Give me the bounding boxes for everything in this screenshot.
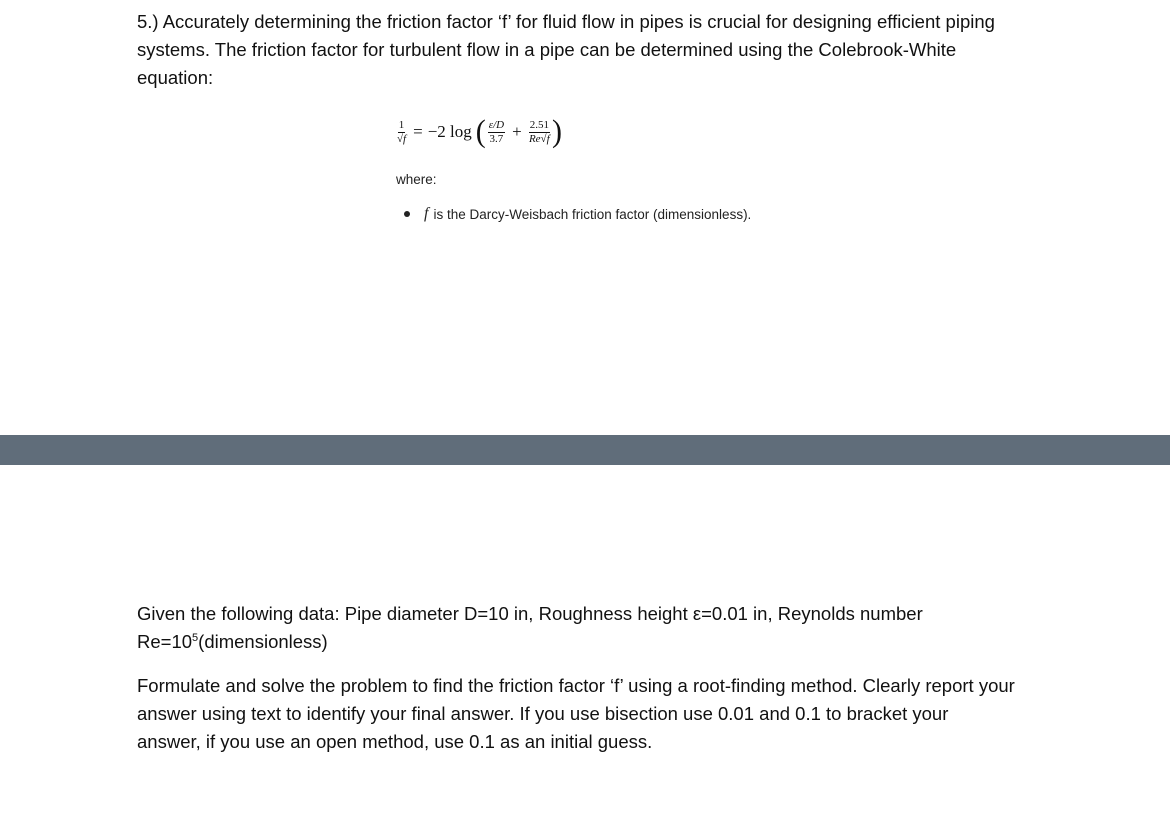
problem-statement: 5.) Accurately determining the friction factor ‘f’ for fluid flow in pipes is crucial for designing efficient piping systems. The friction factor for turbulent flow in a pipe can be determined using the Colebrook-White equation: bbox=[137, 11, 995, 88]
term1-denominator: 3.7 bbox=[489, 132, 504, 145]
where-label: where: bbox=[396, 172, 437, 187]
section-divider bbox=[0, 435, 1170, 465]
equals-sign: = bbox=[413, 122, 423, 141]
log-coefficient: −2 log bbox=[427, 122, 472, 141]
lhs-denominator: √f bbox=[397, 132, 407, 145]
term2-numerator: 2.51 bbox=[529, 118, 549, 131]
term2-fraction bbox=[529, 120, 550, 145]
given-line1: Given the following data: Pipe diameter D=10 in, Roughness height ε=0.01 in, Reynolds number bbox=[137, 603, 923, 624]
right-paren: ) bbox=[551, 114, 562, 149]
bullet-icon bbox=[404, 211, 410, 217]
reynolds-prefix: Re=10 bbox=[137, 631, 193, 652]
definition-item bbox=[404, 205, 751, 223]
definition-text: is the Darcy-Weisbach friction factor (dimensionless). bbox=[433, 206, 752, 222]
reynolds-suffix: (dimensionless) bbox=[198, 631, 328, 652]
term1-numerator: ε/D bbox=[488, 118, 505, 131]
reynolds-exponent: 5 bbox=[192, 631, 199, 644]
term1-fraction bbox=[488, 120, 505, 145]
task-instructions: Formulate and solve the problem to find the friction factor ‘f’ using a root-finding method. Clearly report your answer using text to identify your final answer. If you use bisection use 0.01 and 0.1 to bracket your answer, if you use an open method, use 0.1 as an initial guess. bbox=[137, 675, 1015, 752]
left-paren: ( bbox=[475, 114, 486, 149]
plus-sign: + bbox=[512, 122, 522, 141]
term2-denominator: Re√f bbox=[528, 132, 550, 145]
lhs-numerator: 1 bbox=[398, 118, 405, 131]
colebrook-equation bbox=[395, 110, 562, 154]
f-symbol: f bbox=[424, 205, 429, 222]
lhs-fraction bbox=[397, 120, 406, 145]
given-data bbox=[137, 600, 1017, 656]
